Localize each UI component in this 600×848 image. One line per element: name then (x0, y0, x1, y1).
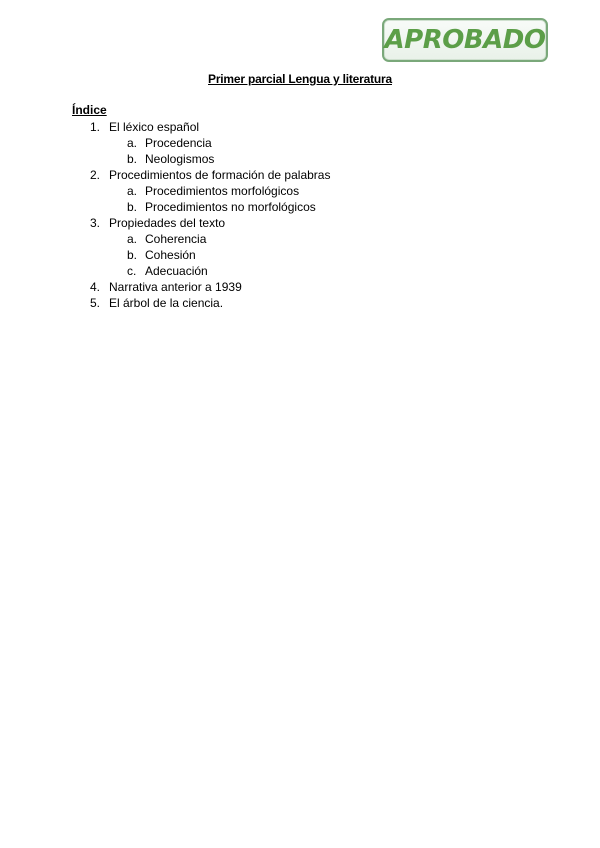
toc-item-number: 1. (90, 120, 101, 134)
toc-subitem-letter: a. (127, 184, 138, 198)
toc-item-number: 5. (90, 296, 101, 310)
toc-item (0, 215, 600, 231)
toc-subitem-letter: c. (127, 264, 137, 278)
toc-subitem (0, 247, 600, 263)
toc-subitem-letter: a. (127, 136, 138, 150)
toc-subitem (0, 263, 600, 279)
toc-item-label: Procedimientos de formación de palabras (109, 168, 331, 182)
approved-stamp-text: APROBADO (384, 25, 546, 55)
toc-subitem-label: Adecuación (145, 264, 208, 278)
toc-item (0, 279, 600, 295)
toc-subitem-letter: b. (127, 152, 138, 166)
toc-item-label: Propiedades del texto (109, 216, 226, 230)
toc-subitem (0, 135, 600, 151)
toc-item-label: El léxico español (109, 120, 200, 134)
toc-subitem-letter: b. (127, 248, 138, 262)
toc-item-number: 2. (90, 168, 101, 182)
toc-subitem (0, 183, 600, 199)
toc-item (0, 167, 600, 183)
toc-subitem-label: Procedimientos morfológicos (145, 184, 300, 198)
toc-subitem (0, 151, 600, 167)
toc-subitem-label: Coherencia (145, 232, 207, 246)
toc-subitem-label: Procedimientos no morfológicos (145, 200, 316, 214)
toc-subitem-label: Procedencia (145, 136, 212, 150)
toc-subitem (0, 199, 600, 215)
toc-subitem-letter: a. (127, 232, 138, 246)
toc-subitem-label: Cohesión (145, 248, 196, 262)
table-of-contents (0, 119, 600, 311)
toc-item-label: Narrativa anterior a 1939 (109, 280, 242, 294)
toc-item (0, 119, 600, 135)
toc-item (0, 295, 600, 311)
toc-subitem-letter: b. (127, 200, 138, 214)
index-heading: Índice (72, 103, 107, 117)
toc-subitem-label: Neologismos (145, 152, 215, 166)
toc-item-number: 4. (90, 280, 101, 294)
approved-stamp (382, 18, 548, 62)
document-title: Primer parcial Lengua y literatura (208, 72, 392, 86)
toc-item-number: 3. (90, 216, 101, 230)
toc-item-label: El árbol de la ciencia. (109, 296, 224, 310)
toc-subitem (0, 231, 600, 247)
